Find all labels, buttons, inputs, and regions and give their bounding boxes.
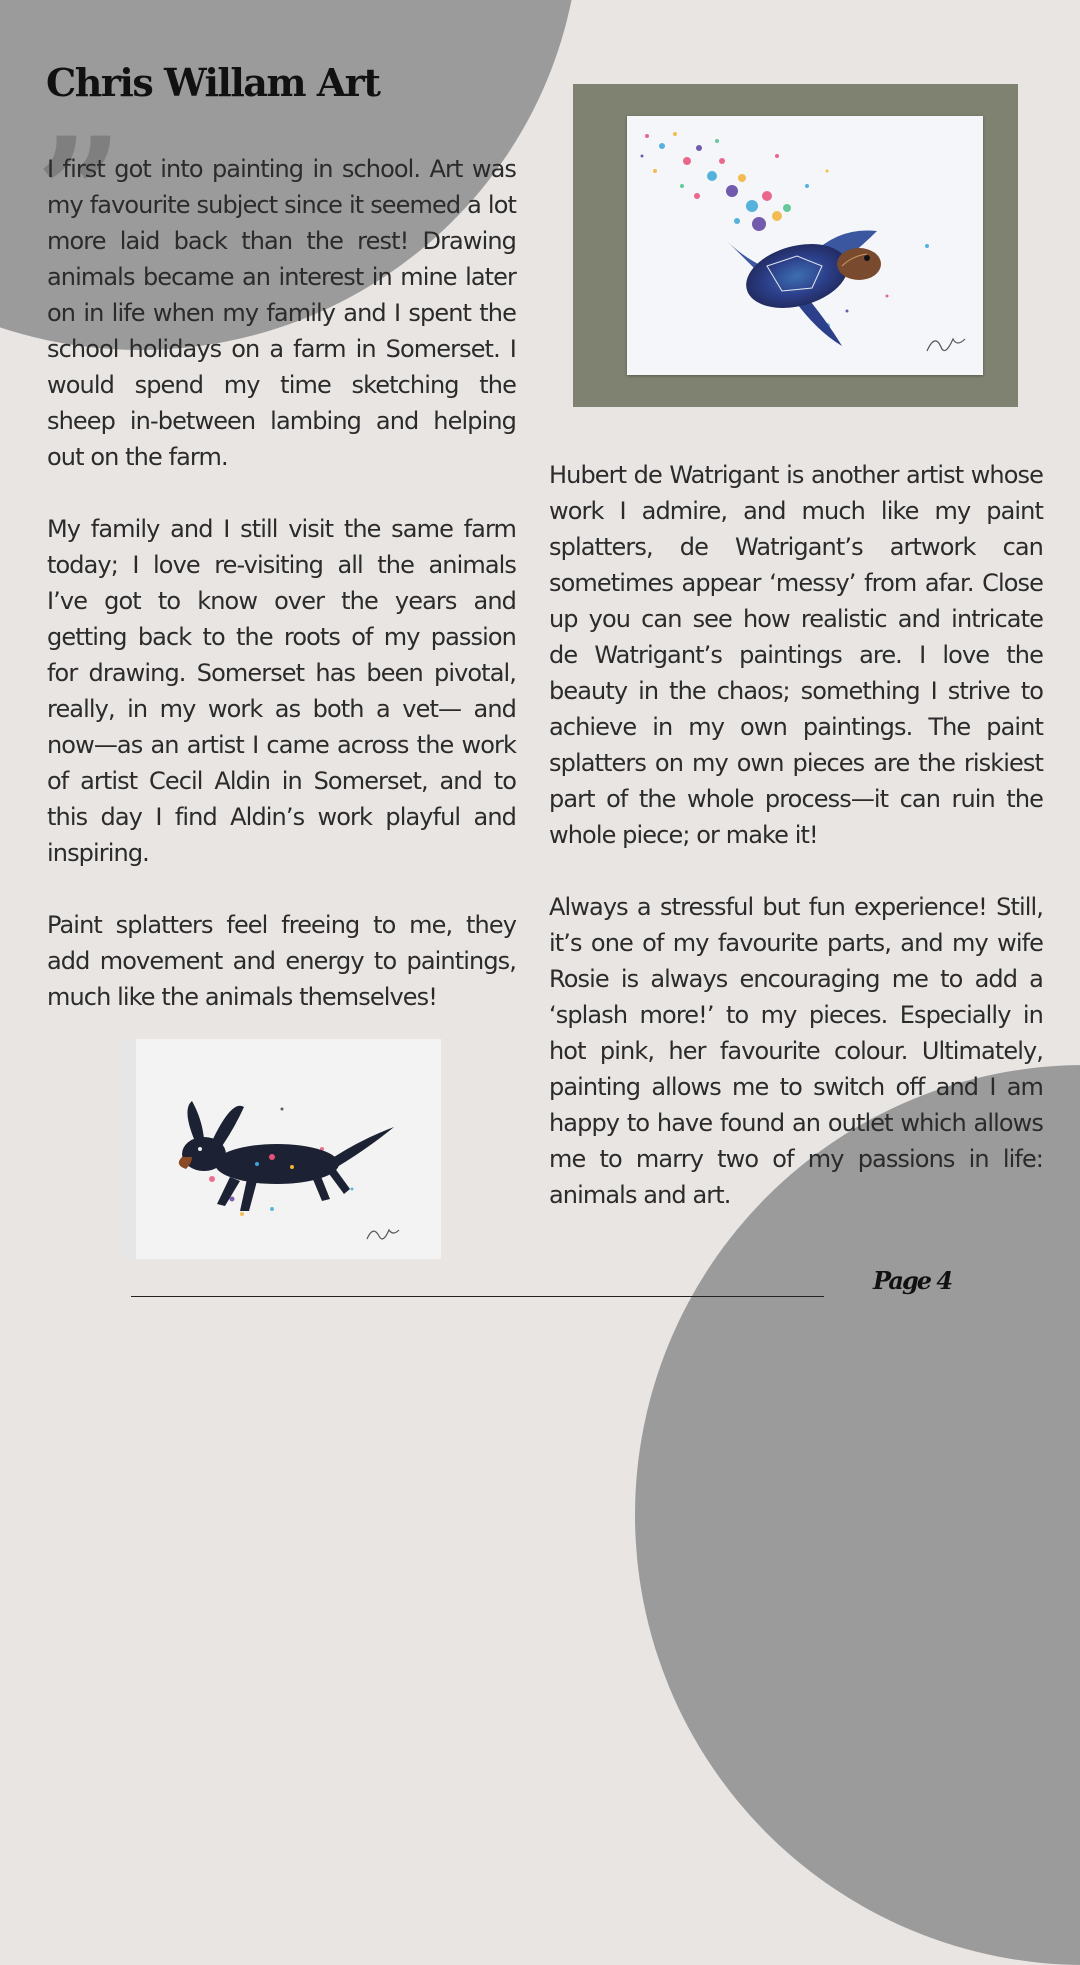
paragraph-de-watrigant: Hubert de Watrigant is another artist whose work I admire, and much like my paint splatters, de Watrigant’s artwork can sometimes appear ‘messy’ from afar. Close up you can see how realistic and intricate de Watrigant’s paintings are. I love the beauty in the chaos; something I strive to achieve in my own paintings. The paint splatters on my own pieces are the riskiest part of the whole process—it can ruin the whole piece; or make it! xyxy=(549,461,1043,849)
page-title: Chris Willam Art xyxy=(46,60,380,105)
paragraph-school: I first got into painting in school. Art was my favourite subject since it seemed a lot more laid back than the rest! Drawing animals became an interest in mine later on in life when my family and I spent the school holidays on a farm in Somerset. I would spend my time sketching the sheep in-between lambing and helping out on the farm. xyxy=(47,155,516,471)
quote-mark-icon: ” xyxy=(36,105,123,281)
turtle-painting-image xyxy=(627,116,983,375)
page-number: Page 4 xyxy=(873,1266,952,1295)
paragraph-paint-splatters: Paint splatters feel freeing to me, they add movement and energy to paintings, much like the animals themselves! xyxy=(47,911,516,1011)
paragraph-somerset: My family and I still visit the same farm today; I love re-visiting all the animals I’ve got to know over the years and getting back to the roots of my passion for drawing. Somerset has been pivotal, really, in my work as both a vet— and now—as an artist I came across the work of artist Cecil Aldin in Somerset, and to this day I find Aldin’s work playful and inspiring. xyxy=(47,515,516,867)
dachshund-painting-photo xyxy=(122,1039,441,1259)
footer-divider xyxy=(131,1296,824,1297)
turtle-painting-paper xyxy=(627,116,983,375)
dachshund-painting-image xyxy=(122,1039,441,1259)
paragraph-fun-experience: Always a stressful but fun experience! Still, it’s one of my favourite parts, and my wife Rosie is always encouraging me to add a ‘splash more!’ to my pieces. Especially in hot pink, her favourite colour. Ultimately, painting allows me to switch off and I am happy to have found an outlet which allows me to marry two of my passions in life: animals and art. xyxy=(549,893,1043,1209)
turtle-painting-photo xyxy=(573,84,1018,407)
